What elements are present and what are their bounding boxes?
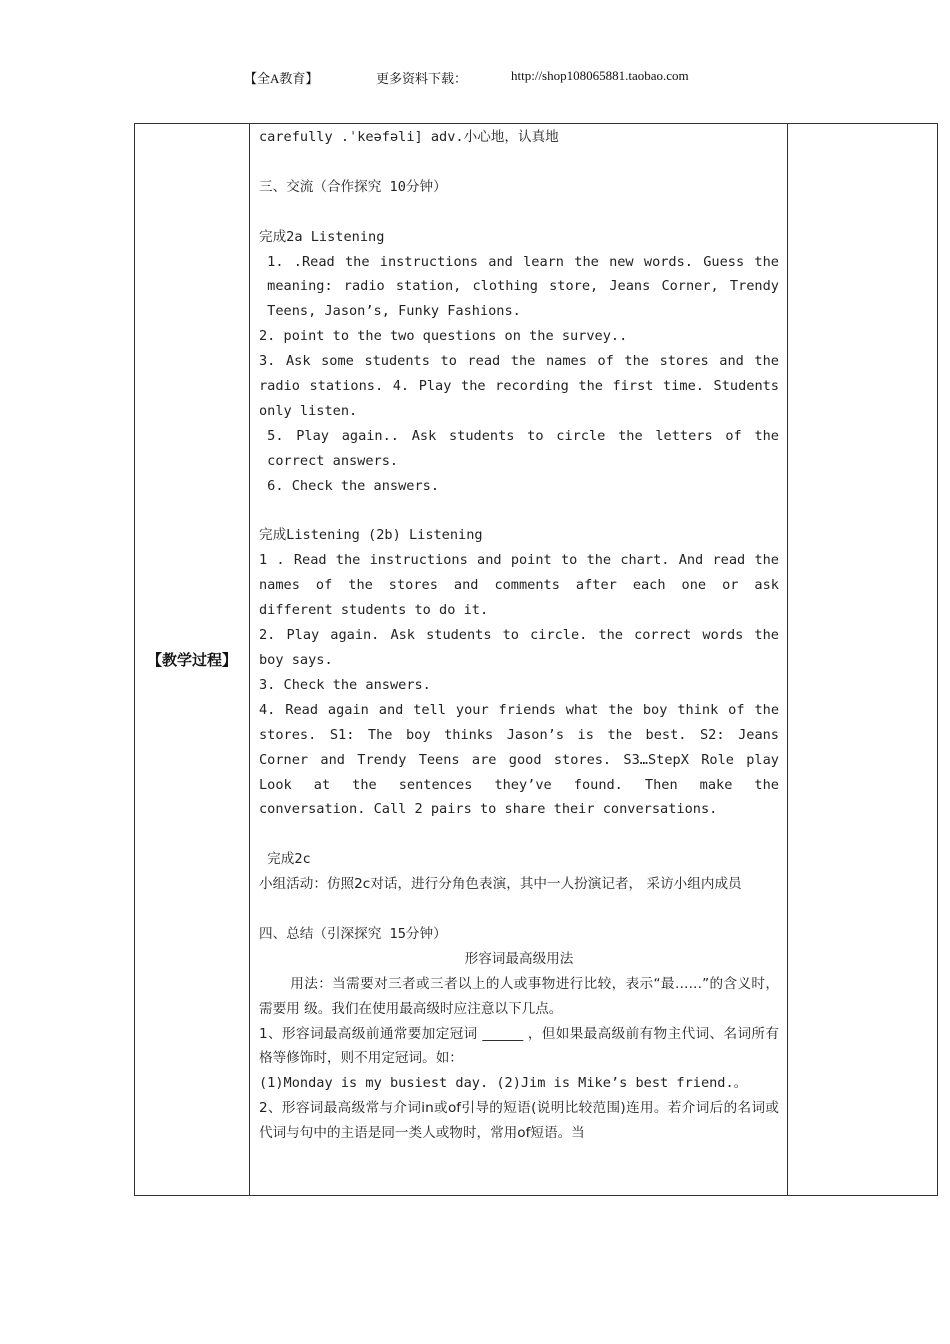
task-2b-step-2: 2. Play again. Ask students to circle. the correct words the boy says. <box>259 627 779 668</box>
rule-2: 2、形容词最高级常与介词in或of引导的短语(说明比较范围)连用。若介词后的名词或代词与句中的主语是同一类人或物时，常用of短语。当 <box>259 1100 779 1142</box>
task-2a-step-1: 1. .Read the instructions and learn the new words. Guess the meaning: radio station, clothing store, Jeans Corner, Trendy Teens, Jason’s, Funky Fashions. <box>267 253 779 320</box>
task-2c-title: 完成2c <box>267 851 311 868</box>
grammar-title: 形容词最高级用法 <box>464 950 574 967</box>
section-4-title: 四、总结（引深探究 15分钟） <box>259 925 447 942</box>
content-cell <box>250 124 788 1196</box>
row-label: 【教学过程】 <box>146 651 237 669</box>
header-brand: 【全A教育】 <box>244 71 319 86</box>
lesson-plan-table <box>134 123 938 1196</box>
task-2a-step-5: 5. Play again.. Ask students to circle the letters of the correct answers. <box>267 427 779 469</box>
usage-text: 用法：当需要对三者或三者以上的人或事物进行比较，表示“最……”的含义时，需要用 级。我们在使用最高级时应注意以下几点。 <box>259 975 779 1017</box>
task-2b-step-3: 3. Check the answers. <box>259 676 431 693</box>
example-1: (1)Monday is my busiest day. (2)Jim is Mike’s best friend.。 <box>259 1075 748 1092</box>
task-2a-step-6: 6. Check the answers. <box>267 477 440 494</box>
rule-1: 1、形容词最高级前通常要加定冠词 ______ ，但如果最高级前有物主代词、名词所有格等修饰时，则不用定冠词。如： <box>259 1025 779 1067</box>
task-2b-step-1: 1 . Read the instructions and point to the chart. And read the names of the stores and comments after each one or ask different students to do it. <box>259 552 779 619</box>
task-2b-title: 完成Listening (2b) Listening <box>259 527 483 544</box>
lesson-content <box>250 124 787 1195</box>
task-2a-title: 完成2a Listening <box>259 228 385 245</box>
task-2b-step-4: 4. Read again and tell your friends what the boy think of the stores. S1: The boy thinks Jason’s is the best. S2: Jeans Corner and Trendy Teens are good stores. S3…StepX Role play Look at the sentences they’ve found. Then make the conversation. Call 2 pairs to share their conversations. <box>259 701 779 818</box>
header-shop-url[interactable]: http://shop108065881.taobao.com <box>511 68 689 83</box>
notes-cell <box>788 124 938 1196</box>
vocab-line: carefully .ˈkeəfəli] adv.小心地，认真地 <box>259 129 559 145</box>
section-3-title: 三、交流（合作探究 10分钟） <box>259 178 447 195</box>
task-2a-step-3: 3. Ask some students to read the names of the stores and the radio stations. 4. Play the recording the first time. Students only listen. <box>259 353 779 419</box>
row-label-cell <box>135 124 250 1196</box>
teaching-process-row <box>135 124 938 1196</box>
header-more-download: 更多资料下载： <box>376 71 468 86</box>
task-2a-step-2: 2. point to the two questions on the survey.. <box>259 328 628 345</box>
task-2c-text: 小组活动：仿照2c对话，进行分角色表演，其中一人扮演记者， 采访小组内成员 <box>259 876 742 893</box>
